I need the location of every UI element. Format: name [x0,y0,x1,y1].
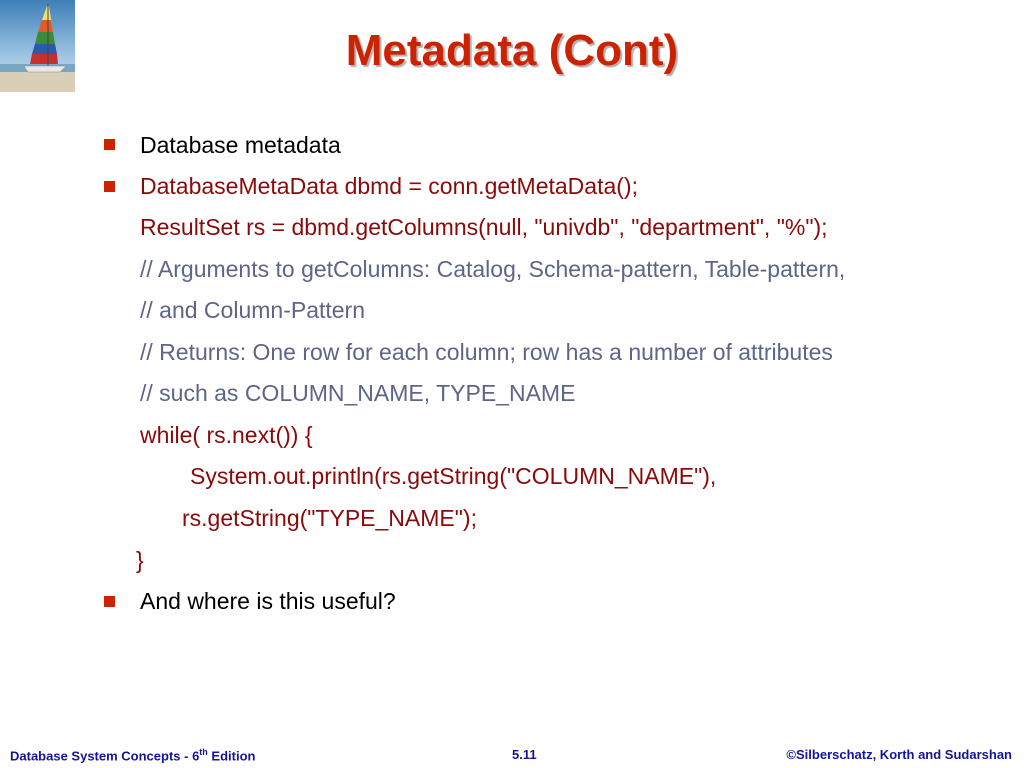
code-comment: // Returns: One row for each column; row has a number of attributes [140,339,833,365]
bullet-text: And where is this useful? [140,588,396,614]
code-comment: // Arguments to getColumns: Catalog, Schema-pattern, Table-pattern, [140,256,846,282]
slide-title: Metadata (Cont) [345,26,679,75]
code-line: while( rs.next()) { [140,422,313,448]
code-comment: // and Column-Pattern [140,297,366,323]
footer-book-sup: th [199,747,208,757]
code-line: System.out.println(rs.getString("COLUMN_NAME"), [190,463,717,489]
footer-book-suffix: Edition [207,748,256,764]
code-line: DatabaseMetaData dbmd = conn.getMetaData(); [140,173,638,199]
footer-book-title [10,747,255,763]
bullet-marker [104,139,115,150]
footer-page-number: 5.11 [512,747,537,762]
footer-book-prefix: Database System Concepts - 6 [10,748,200,764]
bullet-marker [104,181,115,192]
code-comment: // such as COLUMN_NAME, TYPE_NAME [140,380,576,406]
footer-copyright: ©Silberschatz, Korth and Sudarshan [786,747,1012,762]
code-line: rs.getString("TYPE_NAME"); [182,505,477,531]
bullet-marker [104,596,115,607]
bullet-text: Database metadata [140,132,341,158]
code-line: ResultSet rs = dbmd.getColumns(null, "univdb", "department", "%"); [140,214,828,240]
code-line: } [136,547,144,573]
